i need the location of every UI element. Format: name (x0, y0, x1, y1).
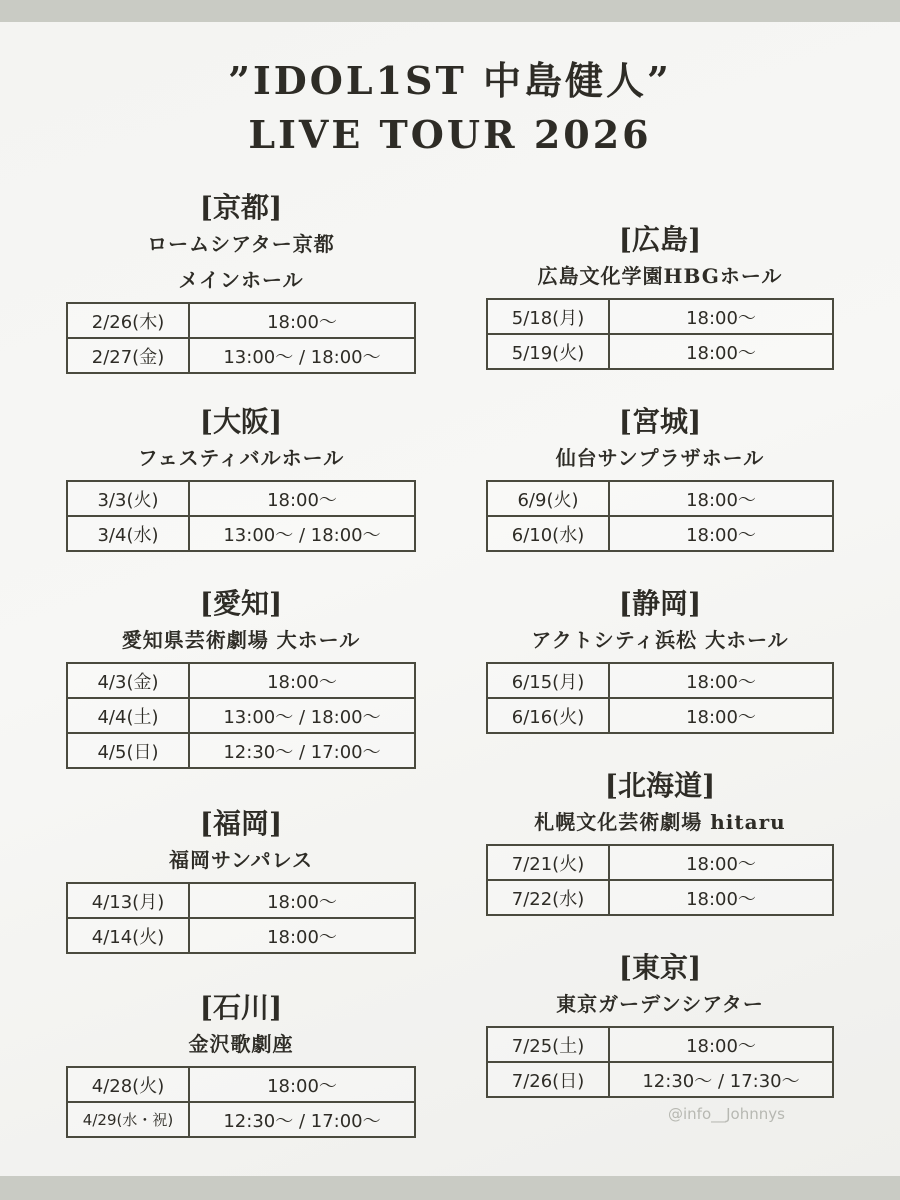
venue-block-kyoto (66, 190, 416, 374)
show-date: 6/15(月) (487, 663, 609, 698)
prefecture-heading: [愛知] (199, 587, 283, 620)
schedule-row (67, 481, 415, 516)
tour-title-line2: LIVE TOUR 2026 (248, 112, 652, 157)
show-time: 13:00～ / 18:00～ (189, 338, 415, 373)
prefecture-heading: [福岡] (199, 807, 283, 840)
schedule-row (487, 663, 833, 698)
show-date: 6/9(火) (487, 481, 609, 516)
show-time: 18:00～ (609, 698, 833, 733)
prefecture-heading: [大阪] (199, 405, 283, 438)
venue-name: 札幌文化芸術劇場 hitaru (534, 810, 786, 834)
schedule-table (66, 1066, 416, 1138)
show-date: 4/13(月) (67, 883, 189, 918)
schedule-row (67, 698, 415, 733)
schedule-row (67, 918, 415, 953)
venue-name: アクトシティ浜松 大ホール (531, 628, 789, 652)
show-date: 7/26(日) (487, 1062, 609, 1097)
venue-name: ロームシアター京都 (147, 232, 335, 256)
show-time: 13:00～ / 18:00～ (189, 698, 415, 733)
venue-name: 金沢歌劇座 (188, 1032, 294, 1056)
schedule-table (486, 662, 834, 734)
prefecture-heading: [京都] (199, 191, 283, 224)
schedule-table (486, 1026, 834, 1098)
schedule-row (487, 516, 833, 551)
show-date: 4/3(金) (67, 663, 189, 698)
schedule-row (487, 698, 833, 733)
show-time: 13:00～ / 18:00～ (189, 516, 415, 551)
venue-block-tokyo (486, 950, 834, 1098)
venue-block-osaka (66, 404, 416, 552)
prefecture-heading: [東京] (618, 951, 702, 984)
show-date: 2/27(金) (67, 338, 189, 373)
prefecture-heading: [宮城] (618, 405, 702, 438)
schedule-row (487, 1027, 833, 1062)
show-date: 4/5(日) (67, 733, 189, 768)
venue-block-hokkaido (486, 768, 834, 916)
venue-name: 福岡サンパレス (169, 848, 313, 872)
show-time: 18:00～ (609, 516, 833, 551)
venue-block-miyagi (486, 404, 834, 552)
prefecture-heading: [石川] (199, 991, 283, 1024)
show-time: 18:00～ (189, 663, 415, 698)
show-time: 18:00～ (189, 883, 415, 918)
schedule-table (66, 662, 416, 769)
schedule-row (487, 481, 833, 516)
schedule-row (487, 334, 833, 369)
venue-name: 東京ガーデンシアター (556, 992, 764, 1016)
show-date: 7/21(火) (487, 845, 609, 880)
show-time: 12:30～ / 17:30～ (609, 1062, 833, 1097)
venue-block-fukuoka (66, 806, 416, 954)
venue-name-line2: メインホール (178, 268, 304, 292)
schedule-row (67, 1067, 415, 1102)
flyer-page (0, 22, 900, 1176)
schedule-row (487, 845, 833, 880)
schedule-row (67, 663, 415, 698)
show-time: 12:30～ / 17:00～ (189, 733, 415, 768)
schedule-row (67, 338, 415, 373)
show-time: 18:00～ (609, 299, 833, 334)
show-time: 12:30～ / 17:00～ (189, 1102, 415, 1137)
schedule-row (67, 883, 415, 918)
show-time: 18:00～ (609, 845, 833, 880)
show-time: 18:00～ (609, 880, 833, 915)
venue-name: 愛知県芸術劇場 大ホール (121, 628, 361, 652)
show-date: 3/4(水) (67, 516, 189, 551)
show-date: 3/3(火) (67, 481, 189, 516)
venue-block-aichi (66, 586, 416, 769)
schedule-row (67, 733, 415, 768)
prefecture-heading: [北海道] (604, 769, 716, 802)
schedule-row (67, 516, 415, 551)
show-date: 7/22(水) (487, 880, 609, 915)
show-time: 18:00～ (189, 918, 415, 953)
show-date: 4/14(火) (67, 918, 189, 953)
schedule-table (486, 298, 834, 370)
show-time: 18:00～ (609, 481, 833, 516)
show-time: 18:00～ (189, 1067, 415, 1102)
venue-block-hiroshima (486, 222, 834, 370)
venue-name: フェスティバルホール (137, 446, 345, 470)
show-date: 4/29(水・祝) (67, 1102, 189, 1137)
show-date: 5/18(月) (487, 299, 609, 334)
show-date: 5/19(火) (487, 334, 609, 369)
venue-block-shizuoka (486, 586, 834, 734)
schedule-row (487, 880, 833, 915)
schedule-table (486, 844, 834, 916)
show-date: 6/16(火) (487, 698, 609, 733)
schedule-row (487, 1062, 833, 1097)
schedule-table (66, 480, 416, 552)
show-date: 4/4(土) (67, 698, 189, 733)
schedule-row (487, 299, 833, 334)
schedule-table (66, 302, 416, 374)
prefecture-heading: [広島] (618, 223, 702, 256)
tour-title-line1: ”IDOL1ST 中島健人” (228, 58, 672, 103)
schedule-row (67, 303, 415, 338)
venue-name: 広島文化学園HBGホール (537, 264, 783, 288)
venue-block-ishikawa (66, 990, 416, 1138)
schedule-table (486, 480, 834, 552)
show-date: 7/25(土) (487, 1027, 609, 1062)
show-time: 18:00～ (609, 663, 833, 698)
venue-name: 仙台サンプラザホール (555, 446, 765, 470)
show-time: 18:00～ (189, 303, 415, 338)
schedule-row (67, 1102, 415, 1137)
show-date: 2/26(木) (67, 303, 189, 338)
show-date: 4/28(火) (67, 1067, 189, 1102)
show-time: 18:00～ (189, 481, 415, 516)
show-time: 18:00～ (609, 334, 833, 369)
show-time: 18:00～ (609, 1027, 833, 1062)
credit-handle: @info__Johnnys (668, 1105, 785, 1123)
prefecture-heading: [静岡] (618, 587, 702, 620)
show-date: 6/10(水) (487, 516, 609, 551)
schedule-table (66, 882, 416, 954)
